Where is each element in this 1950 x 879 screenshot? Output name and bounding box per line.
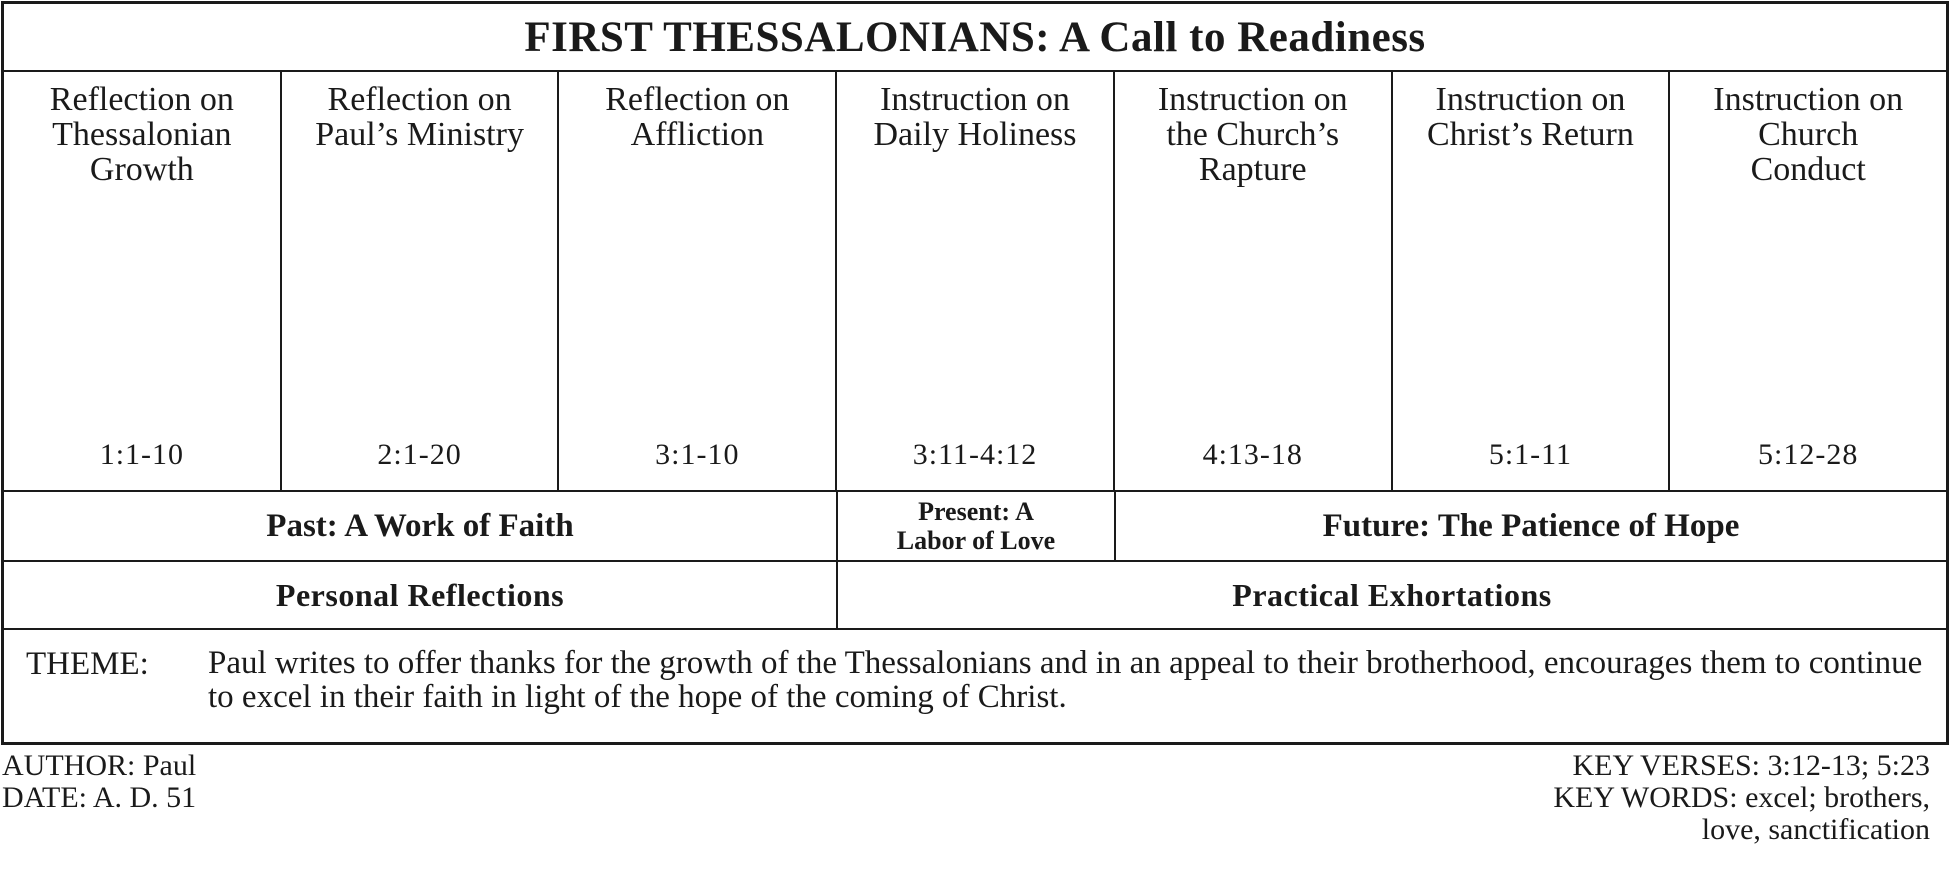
focus-practical-exhortations: Practical Exhortations <box>1232 576 1552 613</box>
section-reference: 3:1-10 <box>655 438 740 471</box>
theme-label: THEME: <box>26 646 149 682</box>
section-cell <box>4 72 282 490</box>
chart-title: FIRST THESSALONIANS: A Call to Readiness <box>4 4 1946 72</box>
section-reference: 5:12-28 <box>1758 438 1859 471</box>
theme-text: Paul writes to offer thanks for the growth of the Thessalonians and in an appeal to their brotherhood, encourages them to continue to excel in their faith in light of the hope of the coming of Christ. <box>208 645 1923 715</box>
section-cell <box>559 72 837 490</box>
section-title: Reflection on Affliction <box>605 81 790 153</box>
section-title: Instruction on Church Conduct <box>1713 81 1904 188</box>
section-title: Reflection on Paul’s Ministry <box>315 81 524 153</box>
section-reference: 5:1-11 <box>1488 438 1573 471</box>
section-cell <box>1115 72 1393 490</box>
time-row <box>4 492 1946 562</box>
time-future: Future: The Patience of Hope <box>1322 507 1740 544</box>
book-chart <box>1 1 1949 745</box>
focus-row <box>4 562 1946 630</box>
key-verses-line: KEY VERSES: 3:12-13; 5:23 <box>1572 749 1930 782</box>
date-line: DATE: A. D. 51 <box>2 781 197 814</box>
key-words-line: KEY WORDS: excel; brothers, love, sanctification <box>1553 781 1930 846</box>
section-title: Instruction on Daily Holiness <box>873 81 1077 153</box>
section-cell <box>1670 72 1946 490</box>
section-reference: 1:1-10 <box>99 438 185 471</box>
sections-row <box>4 72 1946 492</box>
section-reference: 3:11-4:12 <box>912 438 1038 471</box>
section-cell <box>1393 72 1671 490</box>
author-line: AUTHOR: Paul <box>2 749 197 782</box>
section-reference: 2:1-20 <box>377 438 462 471</box>
section-cell <box>282 72 560 490</box>
focus-personal-reflections: Personal Reflections <box>4 562 838 628</box>
time-present: Present: A Labor of Love <box>838 492 1116 560</box>
section-reference: 4:13-18 <box>1202 438 1303 471</box>
section-title: Instruction on Christ’s Return <box>1427 81 1634 153</box>
theme-row <box>4 630 1946 742</box>
section-title: Reflection on Thessalonian Growth <box>49 81 234 188</box>
author-date-block <box>2 750 196 814</box>
time-past: Past: A Work of Faith <box>4 492 838 560</box>
section-cell <box>837 72 1115 490</box>
section-title: Instruction on the Church’s Rapture <box>1157 81 1348 188</box>
